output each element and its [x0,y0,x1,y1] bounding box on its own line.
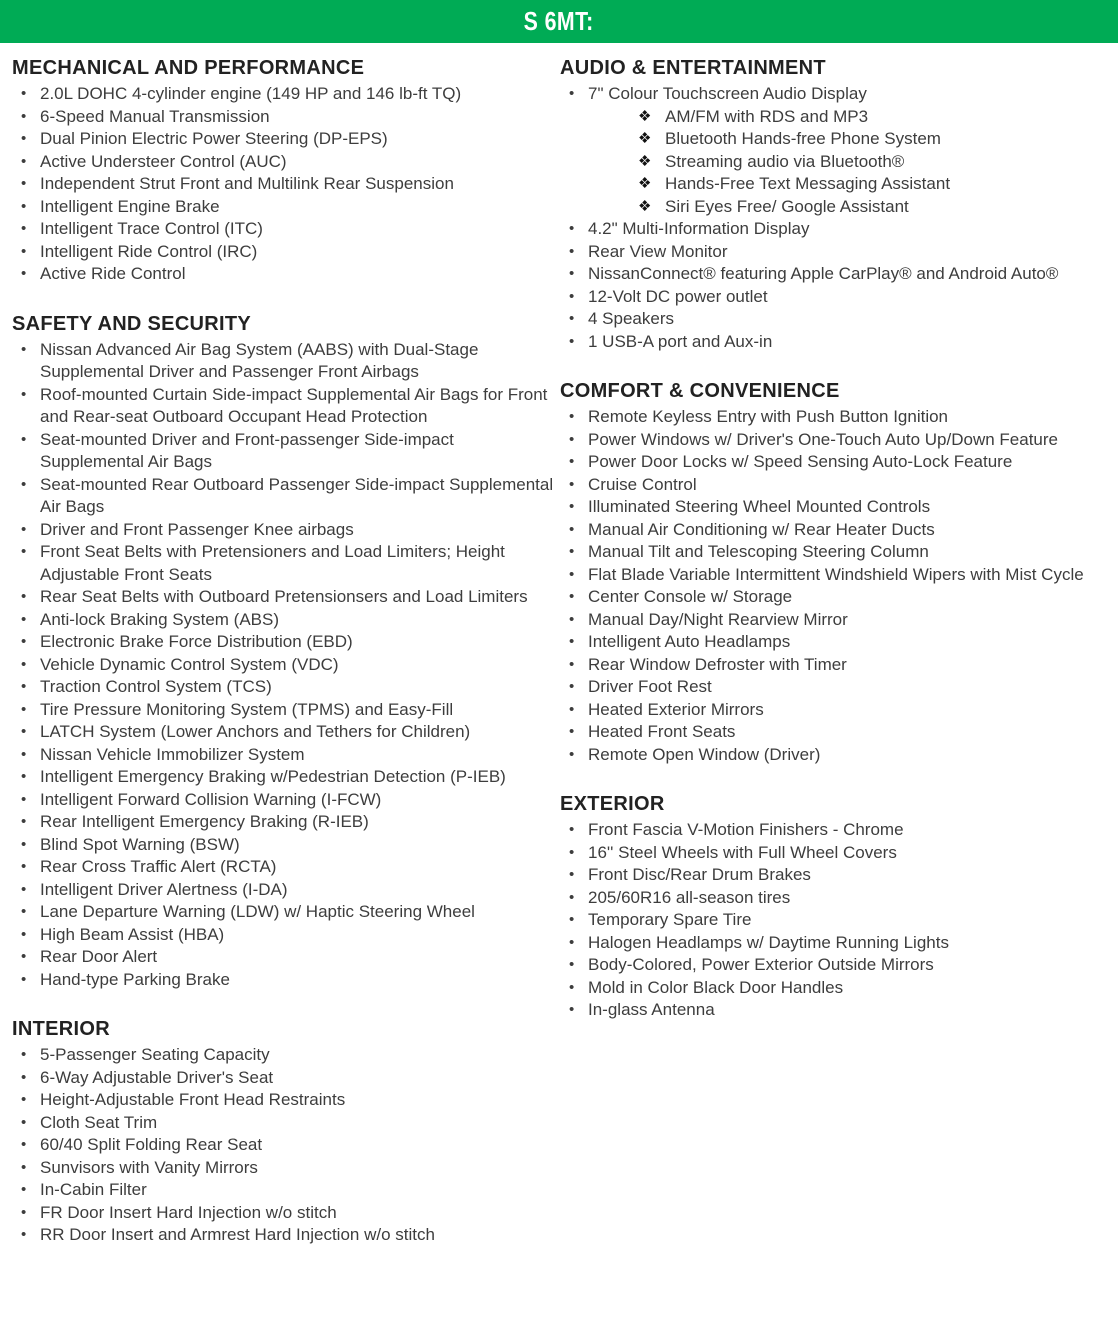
sub-item-text: AM/FM with RDS and MP3 [665,106,869,126]
item-text: 60/40 Split Folding Rear Seat [40,1135,263,1154]
diamond-bullet-icon: ❖ [638,197,652,215]
section-exterior [560,791,1112,1022]
sub-item-text: Siri Eyes Free/ Google Assistant [665,196,909,216]
list-item [560,429,1112,452]
item-text: Intelligent Auto Headlamps [588,632,791,651]
bullet-icon: • [569,565,575,583]
bullet-icon: • [569,633,575,650]
list-item [12,901,560,924]
list-item [560,932,1112,955]
item-text: Intelligent Forward Collision Warning (I-FCW) [40,789,382,809]
list-item [560,609,1112,632]
item-text: Seat-mounted Driver and Front-passenger Side-impact Supplemental Air Bags [40,429,454,471]
bullet-icon: • [21,588,27,605]
item-text: Tire Pressure Monitoring System (TPMS) and Easy-Fill [40,699,454,719]
item-text: Rear Seat Belts with Outboard Pretensionsers and Load Limiters [40,587,528,606]
list-item [12,1067,560,1090]
list-item [12,1089,560,1112]
bullet-icon: • [21,152,27,170]
item-text: Nissan Advanced Air Bag System (AABS) with Dual-Stage Supplemental Driver and Passenger Front Airbags [40,339,479,381]
list-item [12,1112,560,1135]
bullet-icon: • [569,475,575,493]
bullet-icon: • [21,475,27,493]
bullet-icon: • [21,790,27,808]
sub-list-item [560,173,1112,196]
page-title: S 6MT: [524,6,594,36]
bullet-icon: • [569,933,575,951]
bullet-icon: • [569,220,575,237]
item-text: Cruise Control [588,474,697,494]
bullet-icon: • [21,1181,27,1198]
list-item [560,241,1112,264]
list-item [560,631,1112,654]
bullet-icon: • [569,453,575,470]
bullet-icon: • [21,85,27,102]
item-text: Body-Colored, Power Exterior Outside Mirrors [588,955,934,974]
bullet-icon: • [21,948,27,965]
list-item [12,151,560,174]
list-item [12,721,560,744]
item-text: RR Door Insert and Armrest Hard Injection w/o stitch [40,1225,435,1244]
list-item [12,429,560,474]
list-item [12,834,560,857]
list-item [12,474,560,519]
bullet-icon: • [569,956,575,973]
bullet-icon: • [21,543,27,560]
item-text: Intelligent Engine Brake [40,196,220,216]
section-audio-entertainment [560,55,1112,353]
bullet-icon: • [21,903,27,920]
list-item [560,676,1112,699]
bullet-icon: • [21,340,27,358]
list-item [12,1157,560,1180]
feature-list [560,406,1112,766]
bullet-icon: • [569,745,575,763]
list-item [12,339,560,384]
section-heading: INTERIOR [12,1018,110,1040]
section-heading: COMFORT & CONVENIENCE [560,380,840,402]
item-text: Driver Foot Rest [588,677,712,696]
section-heading: MECHANICAL AND PERFORMANCE [12,57,365,79]
item-text: Hand-type Parking Brake [40,969,230,989]
list-item [560,519,1112,542]
diamond-bullet-icon: ❖ [638,175,652,192]
bullet-icon: • [569,332,575,350]
feature-list [12,1044,560,1247]
item-text: Lane Departure Warning (LDW) w/ Haptic Steering Wheel [40,902,475,921]
bullet-icon: • [569,700,575,718]
list-item [560,744,1112,767]
list-item [12,196,560,219]
item-text: Electronic Brake Force Distribution (EBD) [40,632,353,651]
item-text: Rear Intelligent Emergency Braking (R-IEB) [40,812,369,831]
list-item [560,286,1112,309]
bullet-icon: • [569,310,575,327]
item-text: Front Seat Belts with Pretensioners and Load Limiters; Height Adjustable Front Seats [40,542,505,584]
item-text: Independent Strut Front and Multilink Rear Suspension [40,174,454,193]
list-item [560,909,1112,932]
feature-list [560,819,1112,1022]
bullet-icon: • [569,85,575,102]
bullet-icon: • [569,287,575,305]
bullet-icon: • [21,678,27,695]
list-item [12,1134,560,1157]
bullet-icon: • [21,813,27,830]
bullet-icon: • [21,768,27,785]
sub-item-text: Hands-Free Text Messaging Assistant [665,174,951,193]
item-text: Front Fascia V-Motion Finishers - Chrome [588,820,904,839]
item-text: 5-Passenger Seating Capacity [40,1045,270,1064]
bullet-icon: • [569,911,575,928]
item-text: Rear Cross Traffic Alert (RCTA) [40,857,277,876]
bullet-icon: • [569,430,575,448]
item-text: Heated Front Seats [588,722,736,741]
item-text: Vehicle Dynamic Control System (VDC) [40,654,339,674]
list-item [12,631,560,654]
item-text: Manual Tilt and Telescoping Steering Column [588,542,929,561]
item-text: 2.0L DOHC 4-cylinder engine (149 HP and 146 lb-ft TQ) [40,84,462,103]
section-interior [12,1016,560,1247]
section-comfort-convenience [560,378,1112,766]
list-item [12,856,560,879]
bullet-icon: • [569,655,575,673]
sub-list-item [560,106,1112,129]
list-item [12,1179,560,1202]
list-item [560,842,1112,865]
bullet-icon: • [569,265,575,282]
list-item [12,263,560,286]
sub-item-text: Bluetooth Hands-free Phone System [665,129,941,148]
item-text: Power Door Locks w/ Speed Sensing Auto-Lock Feature [588,452,1013,471]
sub-list-item [560,128,1112,151]
item-text: Intelligent Driver Alertness (I-DA) [40,879,288,899]
bullet-icon: • [21,835,27,853]
bullet-icon: • [21,197,27,215]
item-text: Traction Control System (TCS) [40,677,272,696]
bullet-icon: • [21,1136,27,1153]
item-text: NissanConnect® featuring Apple CarPlay® and Android Auto® [588,264,1059,283]
bullet-icon: • [21,610,27,628]
list-item [560,699,1112,722]
list-item [560,451,1112,474]
list-item [12,83,560,106]
bullet-icon: • [21,430,27,448]
item-text: Rear Door Alert [40,947,158,966]
sub-item-text: Streaming audio via Bluetooth® [665,151,905,171]
bullet-icon: • [569,543,575,560]
list-item [560,864,1112,887]
bullet-icon: • [21,970,27,988]
list-item [12,811,560,834]
title-bar [0,0,1118,43]
item-text: Dual Pinion Electric Power Steering (DP-EPS) [40,129,388,148]
list-item [560,496,1112,519]
list-item [12,969,560,992]
list-item [12,699,560,722]
list-item [12,519,560,542]
item-text: Remote Open Window (Driver) [588,744,821,764]
bullet-icon: • [21,1068,27,1086]
item-text: Mold in Color Black Door Handles [588,977,844,997]
item-text: Seat-mounted Rear Outboard Passenger Side-impact Supplemental Air Bags [40,474,554,516]
list-item [560,263,1112,286]
section-mechanical-and-performance [12,55,560,286]
item-text: Roof-mounted Curtain Side-impact Supplemental Air Bags for Front and Rear-seat Outboard Occupant Head Protection [40,384,548,426]
bullet-icon: • [21,858,27,875]
bullet-icon: • [569,821,575,838]
item-text: Heated Exterior Mirrors [588,699,764,719]
bullet-icon: • [569,678,575,695]
list-item [12,218,560,241]
sub-list-item [560,151,1112,174]
feature-list [12,83,560,286]
list-item [12,879,560,902]
list-item [560,586,1112,609]
bullet-icon: • [21,130,27,147]
list-item [12,744,560,767]
list-item [12,766,560,789]
item-text: 4.2" Multi-Information Display [588,219,810,238]
item-text: FR Door Insert Hard Injection w/o stitch [40,1202,337,1222]
list-item [560,218,1112,241]
list-item [560,331,1112,354]
bullet-icon: • [21,242,27,260]
item-text: 7" Colour Touchscreen Audio Display [588,84,867,103]
item-text: Height-Adjustable Front Head Restraints [40,1090,346,1109]
bullet-icon: • [21,723,27,740]
item-text: 1 USB-A port and Aux-in [588,331,773,351]
list-item [12,946,560,969]
bullet-icon: • [569,866,575,883]
list-item [12,924,560,947]
item-text: High Beam Assist (HBA) [40,924,225,944]
item-text: Illuminated Steering Wheel Mounted Controls [588,497,931,516]
item-text: LATCH System (Lower Anchors and Tethers for Children) [40,722,471,741]
list-item [12,676,560,699]
item-text: Center Console w/ Storage [588,587,793,606]
item-text: Manual Day/Night Rearview Mirror [588,609,848,629]
item-text: Cloth Seat Trim [40,1112,158,1132]
list-item [560,654,1112,677]
bullet-icon: • [569,610,575,628]
section-heading: AUDIO & ENTERTAINMENT [560,57,826,79]
bullet-icon: • [569,843,575,861]
item-text: In-Cabin Filter [40,1180,147,1199]
list-item [560,819,1112,842]
list-item [12,241,560,264]
item-text: Temporary Spare Tire [588,910,752,929]
list-item [12,106,560,129]
item-text: Remote Keyless Entry with Push Button Ignition [588,407,949,426]
list-item [12,609,560,632]
list-item [560,83,1112,106]
list-item [560,406,1112,429]
item-text: Nissan Vehicle Immobilizer System [40,744,305,764]
item-text: Active Understeer Control (AUC) [40,151,287,171]
bullet-icon: • [21,880,27,898]
spec-sheet [0,43,1118,1247]
bullet-icon: • [21,925,27,943]
bullet-icon: • [21,700,27,718]
list-item [560,999,1112,1022]
bullet-icon: • [21,265,27,282]
bullet-icon: • [21,1158,27,1176]
item-text: 4 Speakers [588,309,674,328]
bullet-icon: • [21,385,27,403]
item-text: 6-Way Adjustable Driver's Seat [40,1067,274,1087]
list-item [560,541,1112,564]
item-text: Intelligent Ride Control (IRC) [40,241,258,261]
feature-list [12,339,560,992]
item-text: Flat Blade Variable Intermittent Windshield Wipers with Mist Cycle [588,564,1084,584]
list-item [12,128,560,151]
bullet-icon: • [569,520,575,538]
item-text: Manual Air Conditioning w/ Rear Heater Ducts [588,519,935,539]
bullet-icon: • [21,520,27,538]
item-text: Halogen Headlamps w/ Daytime Running Lights [588,932,949,952]
diamond-bullet-icon: ❖ [638,130,652,147]
item-text: Power Windows w/ Driver's One-Touch Auto Up/Down Feature [588,429,1058,449]
item-text: 16'' Steel Wheels with Full Wheel Covers [588,842,897,862]
diamond-bullet-icon: ❖ [638,152,652,170]
bullet-icon: • [21,1203,27,1221]
item-text: Rear View Monitor [588,241,728,261]
item-text: Intelligent Trace Control (ITC) [40,219,263,238]
bullet-icon: • [21,745,27,763]
right-column [560,55,1112,1247]
list-item [560,564,1112,587]
bullet-icon: • [21,1046,27,1063]
list-item [560,977,1112,1000]
item-text: Driver and Front Passenger Knee airbags [40,519,354,539]
item-text: Intelligent Emergency Braking w/Pedestrian Detection (P-IEB) [40,767,506,786]
section-heading: EXTERIOR [560,793,665,815]
section-heading: SAFETY AND SECURITY [12,312,252,335]
section-safety-and-security [12,311,560,992]
list-item [12,654,560,677]
list-item [12,173,560,196]
item-text: Sunvisors with Vanity Mirrors [40,1157,258,1177]
list-item [560,954,1112,977]
bullet-icon: • [21,633,27,650]
bullet-icon: • [569,588,575,605]
list-item [560,887,1112,910]
list-item [560,721,1112,744]
list-item [12,384,560,429]
list-item [12,586,560,609]
list-item [560,308,1112,331]
item-text: Active Ride Control [40,264,186,283]
bullet-icon: • [569,408,575,425]
list-item [12,1224,560,1247]
bullet-icon: • [569,1001,575,1018]
bullet-icon: • [21,107,27,125]
list-item [12,1044,560,1067]
bullet-icon: • [21,220,27,237]
item-text: 6-Speed Manual Transmission [40,106,270,126]
list-item [12,789,560,812]
bullet-icon: • [21,655,27,673]
bullet-icon: • [569,242,575,260]
bullet-icon: • [21,1113,27,1131]
bullet-icon: • [569,888,575,906]
list-item [12,1202,560,1225]
bullet-icon: • [569,498,575,515]
sub-list-item [560,196,1112,219]
diamond-bullet-icon: ❖ [638,107,652,125]
bullet-icon: • [569,978,575,996]
feature-list [560,83,1112,353]
item-text: Anti-lock Braking System (ABS) [40,609,280,629]
item-text: 12-Volt DC power outlet [588,286,768,306]
bullet-icon: • [21,1091,27,1108]
item-text: Front Disc/Rear Drum Brakes [588,865,811,884]
bullet-icon: • [569,723,575,740]
item-text: Blind Spot Warning (BSW) [40,834,240,854]
item-text: Rear Window Defroster with Timer [588,654,847,674]
bullet-icon: • [21,175,27,192]
item-text: In-glass Antenna [588,1000,715,1019]
bullet-icon: • [21,1226,27,1243]
list-item [560,474,1112,497]
left-column [12,55,560,1247]
list-item [12,541,560,586]
item-text: 205/60R16 all-season tires [588,887,791,907]
